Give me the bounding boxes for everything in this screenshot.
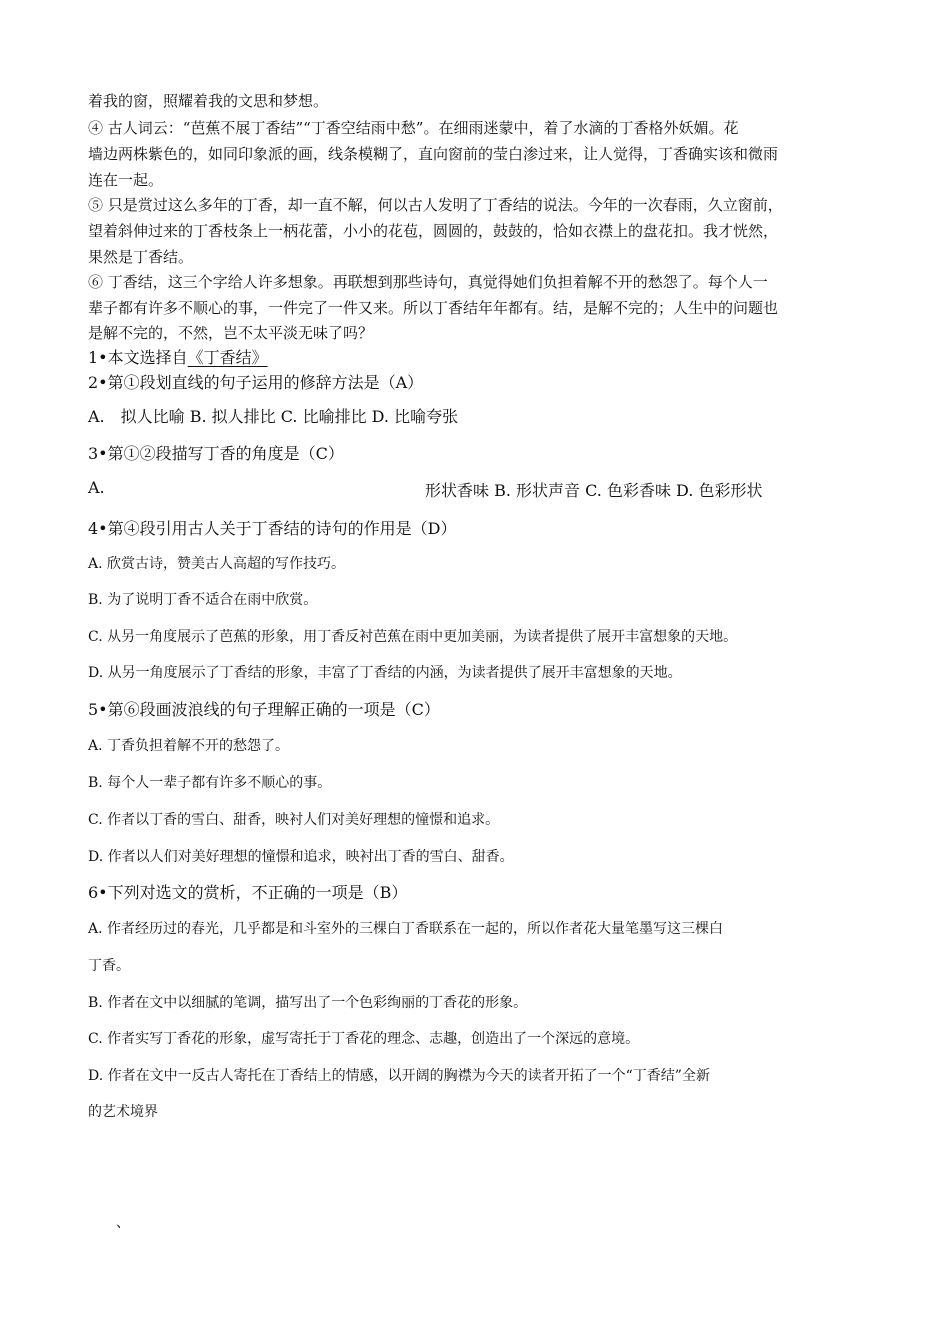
question-2: 2•第①段划直线的句子运用的修辞方法是（A） xyxy=(88,373,424,392)
paragraph-6-line: 是解不完的，不然，岂不太平淡无味了吗？ xyxy=(88,324,374,342)
question-2-options: A. 拟人比喻 B. 拟人排比 C. 比喻排比 D. 比喻夸张 xyxy=(88,407,459,426)
paragraph-6-line: ⑥ 丁香结，这三个字给人许多想象。再联想到那些诗句，真觉得她们负担着解不开的愁怨了。每个人一 xyxy=(88,273,768,291)
paragraph-5-line: 望着斜伸过来的丁香枝条上一柄花蕾，小小的花苞，圆圆的，鼓鼓的，恰如衣襟上的盘花扣。我才恍然， xyxy=(88,222,779,240)
question-6-option-b: B. 作者在文中以细腻的笔调，描写出了一个色彩绚丽的丁香花的形象。 xyxy=(88,995,528,1011)
question-3-option-a-marker: A. xyxy=(88,478,105,497)
question-6-option-a: A. 作者经历过的春光，几乎都是和斗室外的三棵白丁香联系在一起的，所以作者花大量笔墨写这三棵白 xyxy=(88,921,724,937)
question-1-prefix: 1•本文选择自 xyxy=(88,348,188,367)
question-3-options: 形状香味 B. 形状声音 C. 色彩香味 D. 色彩形状 xyxy=(425,481,763,500)
paragraph-6-line: 辈子都有许多不顺心的事，一件完了一件又来。所以丁香结年年都有。结，是解不完的；人生中的问题也 xyxy=(88,299,779,317)
question-6-option-d: D. 作者在文中一反古人寄托在丁香结上的情感，以开阔的胸襟为今天的读者开拓了一个“丁香结”全新 xyxy=(88,1068,710,1084)
question-3: 3•第①②段描写丁香的角度是（C） xyxy=(88,444,344,463)
paragraph-4-line: ④ 古人词云：“芭蕉不展丁香结”“丁香空结雨中愁”。在细雨迷蒙中，着了水滴的丁香格外妖媚。花 xyxy=(88,119,739,137)
paragraph-5-line: ⑤ 只是赏过这么多年的丁香，却一直不解，何以古人发明了丁香结的说法。今年的一次春雨，久立窗前， xyxy=(88,196,783,214)
question-5: 5•第⑥段画波浪线的句子理解正确的一项是（C） xyxy=(88,700,440,719)
question-6: 6•下列对选文的赏析，不正确的一项是（B） xyxy=(88,883,408,902)
question-5-option-a: A. 丁香负担着解不开的愁怨了。 xyxy=(88,738,290,754)
question-4-option-b: B. 为了说明丁香不适合在雨中欣赏。 xyxy=(88,592,318,608)
question-6-option-a-cont: 丁香。 xyxy=(88,958,130,974)
stray-mark: 、 xyxy=(116,1215,130,1231)
question-6-option-d-cont: 的艺术境界 xyxy=(88,1104,158,1120)
question-5-option-d: D. 作者以人们对美好理想的憧憬和追求，映衬出丁香的雪白、甜香。 xyxy=(88,849,514,865)
question-6-option-c: C. 作者实写丁香花的形象，虚写寄托于丁香花的理念、志趣，创造出了一个深远的意境。 xyxy=(88,1031,640,1047)
question-4-option-d: D. 从另一角度展示了丁香结的形象，丰富了丁香结的内涵，为读者提供了展开丰富想象的天地。 xyxy=(88,665,682,681)
paragraph-4-line: 墙边两株紫色的，如同印象派的画，线条模糊了，直向窗前的莹白渗过来，让人觉得，丁香确实该和微雨 xyxy=(88,145,779,163)
question-1-answer: 《丁香结》 xyxy=(187,348,268,367)
question-5-option-c: C. 作者以丁香的雪白、甜香，映衬人们对美好理想的憧憬和追求。 xyxy=(88,812,500,828)
question-4-option-c: C. 从另一角度展示了芭蕉的形象，用丁香反衬芭蕉在雨中更加美丽，为读者提供了展开丰富想象的天地。 xyxy=(88,629,738,645)
paragraph-4-line: 连在一起。 xyxy=(88,171,164,189)
passage-line: 着我的窗，照耀着我的文思和梦想。 xyxy=(88,92,329,110)
question-5-option-b: B. 每个人一辈子都有许多不顺心的事。 xyxy=(88,775,332,791)
question-1 xyxy=(88,345,268,368)
question-4-option-a: A. 欣赏古诗，赞美古人高超的写作技巧。 xyxy=(88,556,346,572)
question-4: 4•第④段引用古人关于丁香结的诗句的作用是（D） xyxy=(88,519,457,538)
paragraph-5-line: 果然是丁香结。 xyxy=(88,248,194,266)
